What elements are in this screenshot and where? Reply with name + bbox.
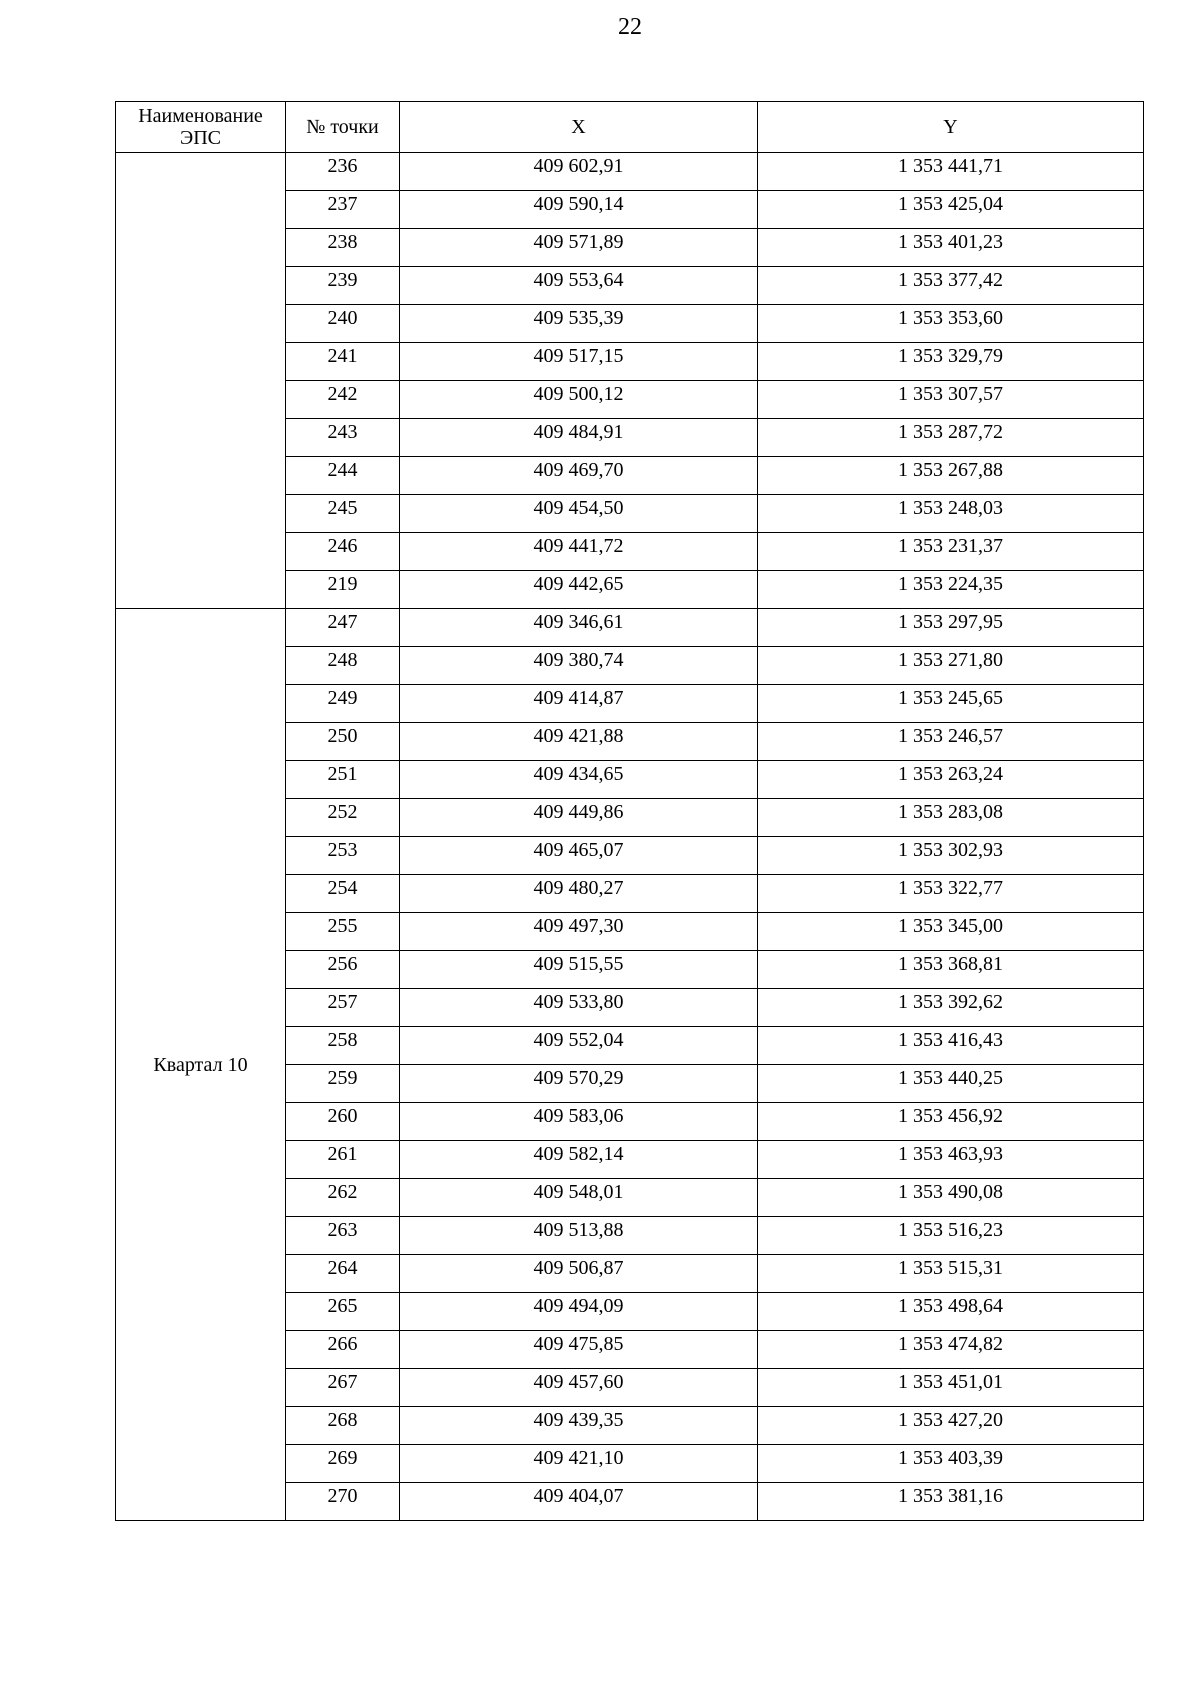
- point-number-cell: 243: [286, 419, 400, 457]
- y-coordinate-cell: 1 353 381,16: [758, 1483, 1144, 1521]
- x-coordinate-cell: 409 602,91: [400, 153, 758, 191]
- y-coordinate-cell: 1 353 427,20: [758, 1407, 1144, 1445]
- x-coordinate-cell: 409 404,07: [400, 1483, 758, 1521]
- y-coordinate-cell: 1 353 231,37: [758, 533, 1144, 571]
- point-number-cell: 260: [286, 1103, 400, 1141]
- point-number-cell: 263: [286, 1217, 400, 1255]
- x-coordinate-cell: 409 500,12: [400, 381, 758, 419]
- x-coordinate-cell: 409 421,10: [400, 1445, 758, 1483]
- y-coordinate-cell: 1 353 248,03: [758, 495, 1144, 533]
- x-coordinate-cell: 409 583,06: [400, 1103, 758, 1141]
- x-coordinate-cell: 409 497,30: [400, 913, 758, 951]
- x-coordinate-cell: 409 421,88: [400, 723, 758, 761]
- y-coordinate-cell: 1 353 246,57: [758, 723, 1144, 761]
- y-coordinate-cell: 1 353 392,62: [758, 989, 1144, 1027]
- header-eps-name: Наименование ЭПС: [116, 102, 286, 153]
- x-coordinate-cell: 409 533,80: [400, 989, 758, 1027]
- eps-name-cell: [116, 153, 286, 609]
- x-coordinate-cell: 409 449,86: [400, 799, 758, 837]
- x-coordinate-cell: 409 548,01: [400, 1179, 758, 1217]
- point-number-cell: 238: [286, 229, 400, 267]
- y-coordinate-cell: 1 353 368,81: [758, 951, 1144, 989]
- header-x: X: [400, 102, 758, 153]
- x-coordinate-cell: 409 441,72: [400, 533, 758, 571]
- point-number-cell: 240: [286, 305, 400, 343]
- y-coordinate-cell: 1 353 463,93: [758, 1141, 1144, 1179]
- point-number-cell: 268: [286, 1407, 400, 1445]
- point-number-cell: 267: [286, 1369, 400, 1407]
- y-coordinate-cell: 1 353 245,65: [758, 685, 1144, 723]
- y-coordinate-cell: 1 353 456,92: [758, 1103, 1144, 1141]
- point-number-cell: 264: [286, 1255, 400, 1293]
- y-coordinate-cell: 1 353 297,95: [758, 609, 1144, 647]
- x-coordinate-cell: 409 346,61: [400, 609, 758, 647]
- y-coordinate-cell: 1 353 329,79: [758, 343, 1144, 381]
- y-coordinate-cell: 1 353 267,88: [758, 457, 1144, 495]
- x-coordinate-cell: 409 442,65: [400, 571, 758, 609]
- x-coordinate-cell: 409 414,87: [400, 685, 758, 723]
- page-number: 22: [618, 14, 642, 40]
- point-number-cell: 255: [286, 913, 400, 951]
- x-coordinate-cell: 409 494,09: [400, 1293, 758, 1331]
- y-coordinate-cell: 1 353 516,23: [758, 1217, 1144, 1255]
- x-coordinate-cell: 409 434,65: [400, 761, 758, 799]
- table-row: [116, 609, 1144, 647]
- x-coordinate-cell: 409 439,35: [400, 1407, 758, 1445]
- y-coordinate-cell: 1 353 474,82: [758, 1331, 1144, 1369]
- x-coordinate-cell: 409 454,50: [400, 495, 758, 533]
- x-coordinate-cell: 409 475,85: [400, 1331, 758, 1369]
- x-coordinate-cell: 409 552,04: [400, 1027, 758, 1065]
- y-coordinate-cell: 1 353 224,35: [758, 571, 1144, 609]
- y-coordinate-cell: 1 353 401,23: [758, 229, 1144, 267]
- x-coordinate-cell: 409 570,29: [400, 1065, 758, 1103]
- x-coordinate-cell: 409 380,74: [400, 647, 758, 685]
- y-coordinate-cell: 1 353 345,00: [758, 913, 1144, 951]
- y-coordinate-cell: 1 353 498,64: [758, 1293, 1144, 1331]
- point-number-cell: 241: [286, 343, 400, 381]
- table-row: [116, 153, 1144, 191]
- x-coordinate-cell: 409 535,39: [400, 305, 758, 343]
- point-number-cell: 258: [286, 1027, 400, 1065]
- x-coordinate-cell: 409 590,14: [400, 191, 758, 229]
- header-y: Y: [758, 102, 1144, 153]
- x-coordinate-cell: 409 517,15: [400, 343, 758, 381]
- y-coordinate-cell: 1 353 490,08: [758, 1179, 1144, 1217]
- point-number-cell: 259: [286, 1065, 400, 1103]
- point-number-cell: 242: [286, 381, 400, 419]
- table-body: [116, 153, 1144, 1521]
- point-number-cell: 248: [286, 647, 400, 685]
- y-coordinate-cell: 1 353 322,77: [758, 875, 1144, 913]
- x-coordinate-cell: 409 506,87: [400, 1255, 758, 1293]
- coordinates-table: [115, 101, 1144, 1521]
- point-number-cell: 256: [286, 951, 400, 989]
- point-number-cell: 245: [286, 495, 400, 533]
- x-coordinate-cell: 409 515,55: [400, 951, 758, 989]
- point-number-cell: 270: [286, 1483, 400, 1521]
- point-number-cell: 249: [286, 685, 400, 723]
- y-coordinate-cell: 1 353 302,93: [758, 837, 1144, 875]
- x-coordinate-cell: 409 571,89: [400, 229, 758, 267]
- point-number-cell: 266: [286, 1331, 400, 1369]
- point-number-cell: 219: [286, 571, 400, 609]
- y-coordinate-cell: 1 353 377,42: [758, 267, 1144, 305]
- y-coordinate-cell: 1 353 451,01: [758, 1369, 1144, 1407]
- y-coordinate-cell: 1 353 441,71: [758, 153, 1144, 191]
- x-coordinate-cell: 409 469,70: [400, 457, 758, 495]
- y-coordinate-cell: 1 353 515,31: [758, 1255, 1144, 1293]
- header-point-number: № точки: [286, 102, 400, 153]
- y-coordinate-cell: 1 353 353,60: [758, 305, 1144, 343]
- x-coordinate-cell: 409 480,27: [400, 875, 758, 913]
- point-number-cell: 247: [286, 609, 400, 647]
- point-number-cell: 239: [286, 267, 400, 305]
- y-coordinate-cell: 1 353 287,72: [758, 419, 1144, 457]
- y-coordinate-cell: 1 353 425,04: [758, 191, 1144, 229]
- point-number-cell: 254: [286, 875, 400, 913]
- point-number-cell: 250: [286, 723, 400, 761]
- point-number-cell: 253: [286, 837, 400, 875]
- point-number-cell: 237: [286, 191, 400, 229]
- point-number-cell: 244: [286, 457, 400, 495]
- eps-name-cell: Квартал 10: [116, 609, 286, 1521]
- y-coordinate-cell: 1 353 416,43: [758, 1027, 1144, 1065]
- y-coordinate-cell: 1 353 271,80: [758, 647, 1144, 685]
- x-coordinate-cell: 409 582,14: [400, 1141, 758, 1179]
- point-number-cell: 251: [286, 761, 400, 799]
- y-coordinate-cell: 1 353 283,08: [758, 799, 1144, 837]
- y-coordinate-cell: 1 353 403,39: [758, 1445, 1144, 1483]
- x-coordinate-cell: 409 484,91: [400, 419, 758, 457]
- y-coordinate-cell: 1 353 307,57: [758, 381, 1144, 419]
- point-number-cell: 265: [286, 1293, 400, 1331]
- x-coordinate-cell: 409 457,60: [400, 1369, 758, 1407]
- point-number-cell: 257: [286, 989, 400, 1027]
- x-coordinate-cell: 409 513,88: [400, 1217, 758, 1255]
- point-number-cell: 269: [286, 1445, 400, 1483]
- point-number-cell: 246: [286, 533, 400, 571]
- point-number-cell: 262: [286, 1179, 400, 1217]
- point-number-cell: 236: [286, 153, 400, 191]
- y-coordinate-cell: 1 353 263,24: [758, 761, 1144, 799]
- x-coordinate-cell: 409 553,64: [400, 267, 758, 305]
- y-coordinate-cell: 1 353 440,25: [758, 1065, 1144, 1103]
- table-header-row: [116, 102, 1144, 153]
- point-number-cell: 261: [286, 1141, 400, 1179]
- x-coordinate-cell: 409 465,07: [400, 837, 758, 875]
- point-number-cell: 252: [286, 799, 400, 837]
